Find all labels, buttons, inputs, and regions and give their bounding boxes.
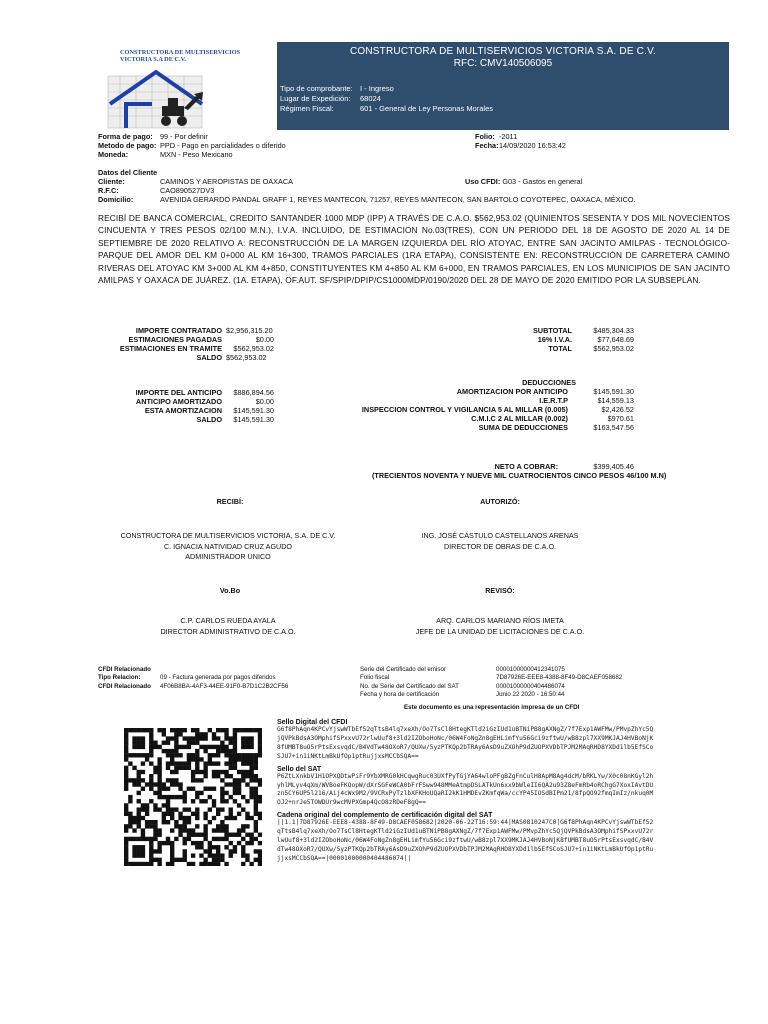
cfdi-note: Este documento es una representación impresa de un CFDI — [404, 704, 580, 711]
recibi-label: RECIBÍ: — [216, 497, 244, 506]
cadena-original: ||1.1|7D87926E-EEE8-4388-8F49-D8CAEF058682|2020-06-22T16:59:44|MAS0810247C0|G6f8PhAqn4KPCvYjswWTbEf52qTtsB4lq7xeXh/Oo7TsCl8HtegKTld2iGzIUd1uBTNiPB8gAXNgZ/7f7Exp1AWFMw/PMvpZhYc5QjQVPkBdsA3OMphifSPxxvU72rlwUuf8+3ld2IZOboHoNc/06W4FoNgZn8gEHLimfYu56Gci9zftwU/wB8zpl7XX9MKJAJ4HVBoNjK8fUMBT8uO5rPtsExsvqdC/B4VdTw48OXoR7/QUXw/5yzPTKQp2bTRAy6AsD9uZXOhP9dZUOPXVDbTPJM2MAqRHD8YXDd1lb5EfSCoSJU7+in1iNKtLmBkUfOp1ptRujjxsMCCbSQA==|00001000000404486074|| — [277, 819, 654, 862]
client-info: Datos del Cliente Cliente: CAMINOS Y AEROPISTAS DE OAXACA R.F.C: CAO890527DV3 Domicilio: AVENIDA GERARDO PANDAL GRAFF 1, REYES MANTECON, 71257, REYES MANTECON, SAN BARTOLO COYOTEPEC, OAXACA, MÉXICO. — [98, 168, 636, 204]
digital-seals — [277, 719, 655, 864]
totals: SUBTOTAL $485,304.33 16% I.V.A. $77,648.69 TOTAL $562,953.02 — [532, 326, 634, 353]
company-logo — [98, 42, 274, 132]
folio-value: -2011 — [499, 132, 518, 141]
client-address: AVENIDA GERARDO PANDAL GRAFF 1, REYES MANTECON, 71257, REYES MANTECON, SAN BARTOLO COYOTEPEC, OAXACA, MÉXICO. — [160, 195, 636, 204]
folio-info: Folio: -2011 Fecha:14/09/2020 16:53:42 — [475, 132, 566, 150]
excavator-house-icon — [106, 68, 206, 130]
logo-name-line1: CONSTRUCTORA DE MULTISERVICIOS — [120, 49, 241, 56]
sello-cfdi: G6f8PhAqn4KPCvYjswWTbEf52qTtsB4lq7xeXh/Oo7TsCl8HtegKTld2iGzIUd1uBTNiPB8gAXNgZ/7f7Exp1AWFMw/PMvpZhYc5QjQVPkBdsA3OMphifSPxxvU72rlwUuf8+3ld2IZOboHoNc/06W4FoNgZn8gEHLimfYu56Gci9zftwU/wB8zpl7XX9MKJAJ4HVBoNjK8fUMBT8uO5rPtsExsvqdC/B4VdTw48OXoR7/QUXw/5yzPTKQp2bTRAy6AsD9uZXOhP9dZUOPXVDbTPJM2MAqRHD8YXDd1lb5EfSCoSJU7+in1iNKtLmBkUfOp1ptRujjxsMCCbSQA== — [277, 726, 654, 760]
contract-amounts: IMPORTE CONTRATADO $2,956,315.20 ESTIMACIONES PAGADAS $0.00 ESTIMACIONES EN TRAMITE $562,953.02 SALDO $562,953.02 — [119, 326, 274, 362]
issuer-rfc: RFC: CMV140506095 — [453, 58, 553, 69]
client-rfc: CAO890527DV3 — [160, 186, 215, 195]
qr-code — [124, 728, 262, 866]
signature-reviso: ARQ. CARLOS MARIANO RÍOS IMETA JEFE DE LA UNIDAD DE LICITACIONES DE C.A.O. — [415, 616, 585, 636]
uso-cfdi: Uso CFDI: G03 - Gastos en general — [465, 177, 583, 186]
signature-recibi: CONSTRUCTORA DE MULTISERVICIOS VICTORIA, S.A. DE C.V. C. IGNACIA NATIVIDAD CRUZ AGUDO ADMINISTRADOR UNICO — [120, 531, 336, 561]
logo-name-line2: VICTORIA S.A DE C.V. — [120, 56, 186, 63]
anticipo-amounts: IMPORTE DEL ANTICIPO $886,894.56 ANTICIPO AMORTIZADO $0.00 ESTA AMORTIZACION $145,591.30 SALDO $145,591.30 — [135, 388, 274, 424]
reviso-label: REVISÓ: — [485, 586, 515, 595]
client-name: CAMINOS Y AEROPISTAS DE OAXACA — [160, 177, 294, 186]
signature-vobo: C.P. CARLOS RUEDA AYALA DIRECTOR ADMINISTRATIVO DE C.A.O. — [160, 616, 296, 636]
cfdi-related: CFDI Relacionado Tipo Relacion: 09 - Factura generada por pagos diferidos CFDI Relacionado 4F06B8BA-4AF3-44EE-91F0-B7D1C2B2CF56 — [98, 666, 289, 690]
signature-autorizo: ING. JOSÉ CÁSTULO CASTELLANOS ARENAS DIRECTOR DE OBRAS DE C.A.O. — [421, 531, 579, 551]
header-row: Lugar de Expedición: 68024 — [280, 94, 381, 103]
autorizo-label: AUTORIZÓ: — [480, 497, 520, 506]
document-header — [277, 42, 729, 130]
deductions: DEDUCCIONES AMORTIZACION POR ANTICIPO $145,591.30 I.E.R.T.P $14,559.13 INSPECCION CONTROL Y VIGILANCIA 5 AL MILLAR (0.005) $2,426.52 C.M.I.C 2 AL MILLAR (0.002) $970.61 SUMA DE DEDUCCIONES $163,547.56 — [361, 378, 634, 432]
issuer-name: CONSTRUCTORA DE MULTISERVICIOS VICTORIA S.A. DE C.V. — [349, 46, 657, 57]
cfdi-certification: Serie del Certificado del emisor 00001000000412341075 Folio fiscal 7D87926E-EEE8-4388-8F49-D8CAEF058682 No. de Serie del Certificado del SAT 00001000000404486074 Fecha y hora de certificación Junio 22 2020 - 16:50:44 — [360, 666, 623, 699]
concept-description: RECIBÍ DE BANCA COMERCIAL, CREDITO SANTANDER 1000 MDP (IPP) A TRAVÉS DE C.A.O. $562,953.02 (QUINIENTOS SESENTA Y DOS MIL NOVECIENTOS CINCUENTA Y TRES PESOS 02/100 M.N.), I.V.A. INCLUIDO, DE ESTIMACION No.03(TRES), CON UN PERIODO DEL 18 DE AGOSTO DE 2020 AL 14 DE SEPTIEMBRE DE 2020 RELATIVO A: RECONSTRUCCIÓN DE LA MARGEN IZQUIERDA DEL RÍO ATOYAC, ENTRE SAN JACINTO AMILPAS - TECNOLÓGICO- PARQUE DEL AMOR DEL KM 0+000 AL KM 16+300, TRAMOS PARCIALES (1RA ETAPA), CONSISTENTE EN: RECONSTRUCCIÓN DE CARRETERA CAMINO RIVERAS DEL ATOYAC KM 3+000 AL KM 4+850, CONSTITUYENTES KM 4+850 AL KM 6+000, EN TRAMOS PARCIALES, EN LOS MUNICIPIOS DE SAN JACINTO AMILPAS Y OAXACA DE JUÁREZ. (1A. ETAPA), OF.AUT. SF/SPIP/DPIP/CS1000MDP/0190/2020 DEL 28 DE MAYO DE 2020 EMITIDO POR LA SUBSEPLAN. — [98, 213, 730, 286]
cadena-title: Cadena original del complemento de certificación digital del SAT — [277, 812, 493, 820]
sello-sat: P6ZtLXnkbV1H1OPXQDtwPiFr9YbXMRG0kHCqwgRuc03UXfPyTGjYA64wloPFgBZgFnCulH8ApM8Ag4dcM/bRKLYw/X0c08nKGyl2hyhlMLyv4qXm/WVBoeFKOopW/dXrSGFeWCA0bFrFSww948MMeAtmpDSLATkUn6xx9bWleII6QA2u93Z8eFmRb4oRChgG7XoxIAvtDUzn5CY6UP5l216/Aij4cWx9M2/9VCRxPyTzlbXFKHoUQaRI2kK1HMDEvZKmfqWa/ccYP45IOSdBIPm21/8fpQO92fmqImIz/nkuq0MOJ2+nrJe5TOWDUr9wcMVPXGmp4QcO8zRDeF8gQ== — [277, 772, 654, 807]
fecha-value: 14/09/2020 16:53:42 — [499, 141, 566, 150]
sello-cfdi-title: Sello Digital del CFDI — [277, 719, 348, 726]
vobo-label: Vo.Bo — [219, 586, 241, 595]
sello-sat-title: Sello del SAT — [277, 765, 322, 773]
header-row: Tipo de comprobante: I - Ingreso — [280, 84, 394, 93]
header-row: Régimen Fiscal: 601 - General de Ley Personas Morales — [280, 104, 493, 113]
payment-info: Forma de pago: 99 - Por definir Metodo de pago: PPD - Pago en parcialidades o diferido Moneda: MXN - Peso Mexicano — [98, 132, 286, 159]
net-amount-words: (TRECIENTOS NOVENTA Y NUEVE MIL CUATROCIENTOS CINCO PESOS 46/100 M.N) — [372, 471, 667, 480]
net-amount: NETO A COBRAR: $399,405.46 — [494, 462, 634, 471]
